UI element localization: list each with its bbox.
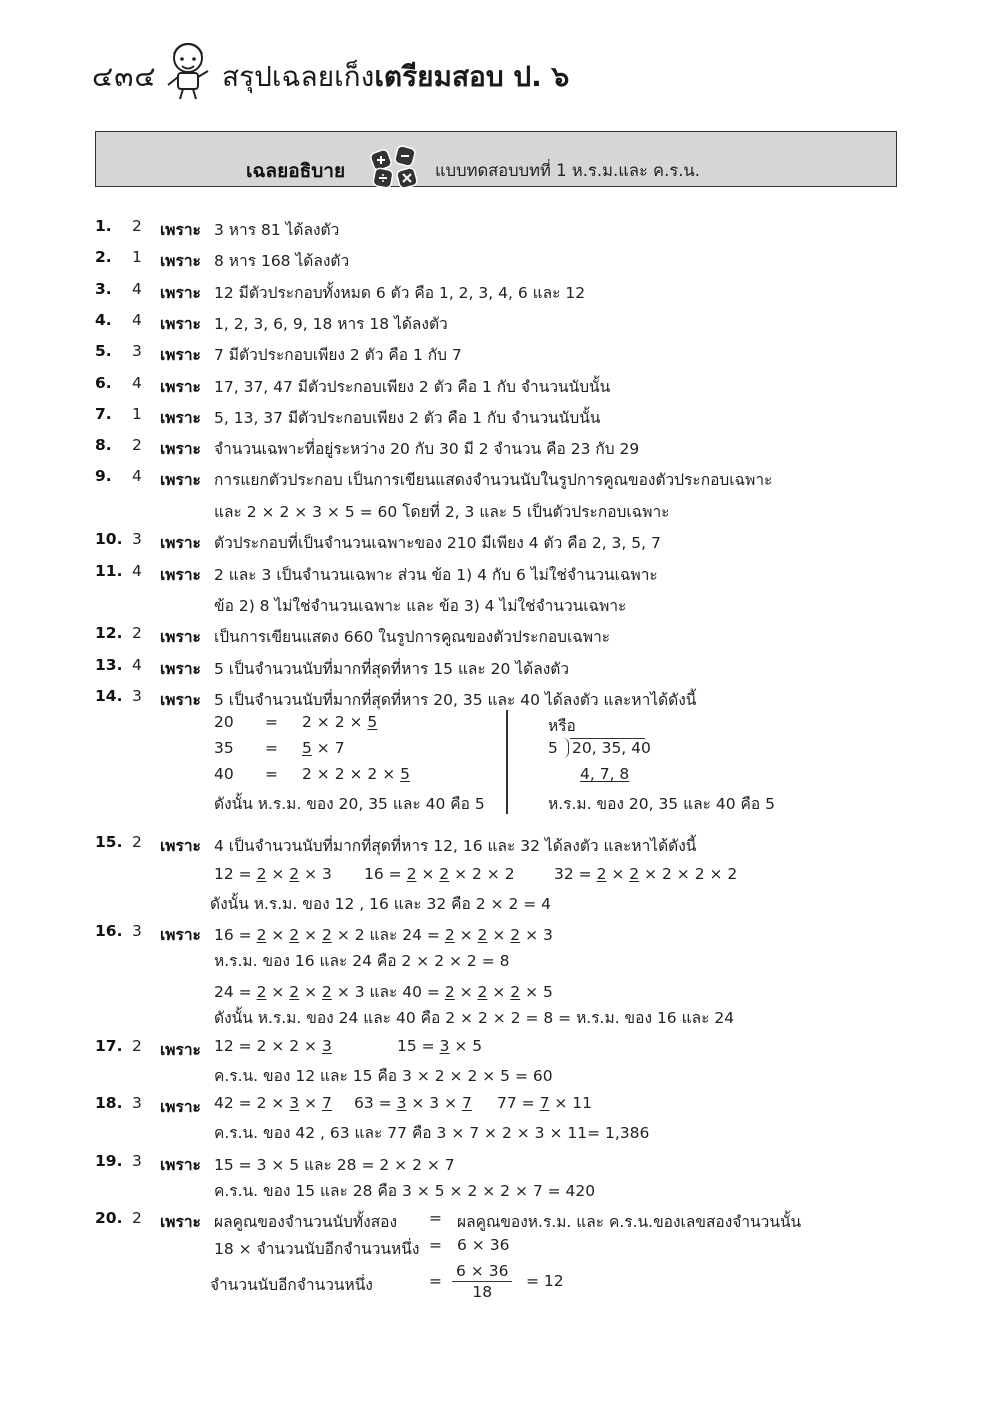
question-number: 2. — [95, 248, 112, 266]
answer-choice: 1 — [132, 248, 142, 266]
question-number: 17. — [95, 1037, 123, 1055]
because-keyword: เพราะ — [160, 346, 201, 364]
answer-choice: 4 — [132, 656, 142, 674]
q14-row1-factors: 2 × 2 × 5 — [302, 713, 378, 731]
book-title-bold: เตรียมสอบ ป. ๖ — [374, 60, 570, 93]
answer-choice: 3 — [132, 1152, 142, 1170]
q20-row3-equals: = — [429, 1272, 442, 1290]
math-operators-icon — [368, 145, 428, 189]
q20-row1-right: ผลคูณของห.ร.ม. และ ค.ร.น.ของเลขสองจำนวนนั้น — [457, 1213, 802, 1231]
explanation-text: 4 เป็นจำนวนนับที่มากที่สุดที่หาร 12, 16 และ 32 ได้ลงตัว และหาได้ดังนี้ — [214, 837, 697, 855]
question-number: 6. — [95, 374, 112, 392]
q17-line2: ค.ร.น. ของ 12 และ 15 คือ 3 × 2 × 2 × 5 = 60 — [214, 1067, 553, 1085]
q20-row1-left: ผลคูณของจำนวนนับทั้งสอง — [214, 1213, 398, 1231]
question-number: 15. — [95, 833, 123, 851]
answer-choice: 1 — [132, 405, 142, 423]
question-number: 19. — [95, 1152, 123, 1170]
explanation-text-line2: ข้อ 2) 8 ไม่ใช่จำนวนเฉพาะ และ ข้อ 3) 4 ไม่ใช่จำนวนเฉพาะ — [214, 597, 627, 615]
q20-row3-left: จำนวนนับอีกจำนวนหนึ่ง — [210, 1276, 373, 1294]
explanation-text: 5 เป็นจำนวนนับที่มากที่สุดที่หาร 20, 35 และ 40 ได้ลงตัว และหาได้ดังนี้ — [214, 691, 697, 709]
explanation-text: 5, 13, 37 มีตัวประกอบเพียง 2 ตัว คือ 1 กับ จำนวนนับนั้น — [214, 409, 601, 427]
because-keyword: เพราะ — [160, 409, 201, 427]
because-keyword: เพราะ — [160, 534, 201, 552]
q19-line2: ค.ร.น. ของ 15 และ 28 คือ 3 × 5 × 2 × 2 × 7 = 420 — [214, 1182, 596, 1200]
because-keyword: เพราะ — [160, 471, 201, 489]
explanation-text: 5 เป็นจำนวนนับที่มากที่สุดที่หาร 15 และ 20 ได้ลงตัว — [214, 660, 570, 678]
q15-conclusion: ดังนั้น ห.ร.ม. ของ 12 , 16 และ 32 คือ 2 × 2 = 4 — [210, 895, 552, 913]
explanation-text: 7 มีตัวประกอบเพียง 2 ตัว คือ 1 กับ 7 — [214, 346, 462, 364]
question-number: 12. — [95, 624, 123, 642]
answer-choice: 2 — [132, 217, 142, 235]
because-keyword: เพราะ — [160, 252, 201, 270]
question-number: 16. — [95, 922, 123, 940]
because-keyword: เพราะ — [160, 628, 201, 646]
q18-factor-63: 63 = 3 × 3 × 7 — [354, 1094, 472, 1112]
explanation-text: เป็นการเขียนแสดง 660 ในรูปการคูณของตัวประกอบเฉพาะ — [214, 628, 611, 646]
explanation-text: 8 หาร 168 ได้ลงตัว — [214, 252, 350, 270]
because-keyword: เพราะ — [160, 691, 201, 709]
because-keyword: เพราะ — [160, 1098, 201, 1116]
q20-row1-equals: = — [429, 1209, 442, 1227]
question-number: 10. — [95, 530, 123, 548]
q20-row2-right: 6 × 36 — [457, 1236, 510, 1254]
q15-factor-12: 12 = 2 × 2 × 3 — [214, 865, 332, 883]
banner-label: เฉลยอธิบาย — [246, 160, 346, 182]
question-number: 13. — [95, 656, 123, 674]
q14-conclusion: ดังนั้น ห.ร.ม. ของ 20, 35 และ 40 คือ 5 — [214, 795, 485, 813]
because-keyword: เพราะ — [160, 284, 201, 302]
q18-factor-42: 42 = 2 × 3 × 7 — [214, 1094, 332, 1112]
q14-row3-equals: = — [265, 765, 278, 783]
because-keyword: เพราะ — [160, 315, 201, 333]
q14-row3-number: 40 — [214, 765, 234, 783]
question-number: 20. — [95, 1209, 123, 1227]
question-number: 8. — [95, 436, 112, 454]
q17-factor-12: 12 = 2 × 2 × 3 — [214, 1037, 332, 1055]
answer-choice: 4 — [132, 374, 142, 392]
q14-row2-equals: = — [265, 739, 278, 757]
q14-dividend: 20, 35, 40 — [572, 739, 651, 757]
because-keyword: เพราะ — [160, 1156, 201, 1174]
q16-line1: 16 = 2 × 2 × 2 × 2 และ 24 = 2 × 2 × 2 × 3 — [214, 926, 553, 944]
q14-row3-factors: 2 × 2 × 2 × 5 — [302, 765, 410, 783]
q15-factor-16: 16 = 2 × 2 × 2 × 2 — [364, 865, 515, 883]
q18-line2: ค.ร.น. ของ 42 , 63 และ 77 คือ 3 × 7 × 2 × 3 × 11= 1,386 — [214, 1124, 650, 1142]
answer-choice: 3 — [132, 342, 142, 360]
question-number: 4. — [95, 311, 112, 329]
because-keyword: เพราะ — [160, 566, 201, 584]
answer-choice: 3 — [132, 922, 142, 940]
explanation-text: 2 และ 3 เป็นจำนวนเฉพาะ ส่วน ข้อ 1) 4 กับ 6 ไม่ใช่จำนวนเฉพาะ — [214, 566, 658, 584]
q14-row1-equals: = — [265, 713, 278, 731]
explanation-text: 3 หาร 81 ได้ลงตัว — [214, 221, 340, 239]
because-keyword: เพราะ — [160, 1041, 201, 1059]
q18-factor-77: 77 = 7 × 11 — [497, 1094, 593, 1112]
explanation-text: การแยกตัวประกอบ เป็นการเขียนแสดงจำนวนนับในรูปการคูณของตัวประกอบเฉพาะ — [214, 471, 773, 489]
because-keyword: เพราะ — [160, 1213, 201, 1231]
because-keyword: เพราะ — [160, 837, 201, 855]
book-title — [222, 55, 569, 99]
banner-subtitle: แบบทดสอบบทที่ 1 ห.ร.ม.และ ค.ร.น. — [435, 161, 700, 180]
q20-result: = 12 — [526, 1272, 564, 1290]
fraction-numerator: 6 × 36 — [452, 1262, 512, 1282]
answer-choice: 4 — [132, 280, 142, 298]
question-number: 14. — [95, 687, 123, 705]
explanation-text: 17, 37, 47 มีตัวประกอบเพียง 2 ตัว คือ 1 กับ จำนวนนับนั้น — [214, 378, 611, 396]
because-keyword: เพราะ — [160, 926, 201, 944]
q16-line3: 24 = 2 × 2 × 2 × 3 และ 40 = 2 × 2 × 2 × 5 — [214, 983, 553, 1001]
column-divider — [506, 710, 508, 814]
question-number: 18. — [95, 1094, 123, 1112]
answer-choice: 4 — [132, 467, 142, 485]
answer-choice: 2 — [132, 436, 142, 454]
answer-choice: 3 — [132, 530, 142, 548]
q15-factor-32: 32 = 2 × 2 × 2 × 2 × 2 — [554, 865, 738, 883]
q14-or-label: หรือ — [548, 717, 576, 735]
answer-choice: 2 — [132, 833, 142, 851]
because-keyword: เพราะ — [160, 221, 201, 239]
answer-choice: 2 — [132, 624, 142, 642]
q20-row2-equals: = — [429, 1236, 442, 1254]
division-bracket — [562, 738, 569, 758]
q16-line2: ห.ร.ม. ของ 16 และ 24 คือ 2 × 2 × 2 = 8 — [214, 952, 510, 970]
question-number: 5. — [95, 342, 112, 360]
book-title-regular: สรุปเฉลยเก็ง — [222, 60, 375, 93]
because-keyword: เพราะ — [160, 378, 201, 396]
because-keyword: เพราะ — [160, 440, 201, 458]
q20-fraction — [452, 1262, 512, 1301]
explanation-text: ตัวประกอบที่เป็นจำนวนเฉพาะของ 210 มีเพียง 4 ตัว คือ 2, 3, 5, 7 — [214, 534, 661, 552]
explanation-text: 1, 2, 3, 6, 9, 18 หาร 18 ได้ลงตัว — [214, 315, 448, 333]
answer-choice: 3 — [132, 1094, 142, 1112]
q14-row2-number: 35 — [214, 739, 234, 757]
question-number: 7. — [95, 405, 112, 423]
q14-row1-number: 20 — [214, 713, 234, 731]
question-number: 3. — [95, 280, 112, 298]
explanation-text: 12 มีตัวประกอบทั้งหมด 6 ตัว คือ 1, 2, 3, 4, 6 และ 12 — [214, 284, 586, 302]
q16-line4: ดังนั้น ห.ร.ม. ของ 24 และ 40 คือ 2 × 2 × 2 = 8 = ห.ร.ม. ของ 16 และ 24 — [214, 1009, 735, 1027]
page-number: ๔๓๔ — [92, 60, 157, 93]
answer-choice: 4 — [132, 562, 142, 580]
because-keyword: เพราะ — [160, 660, 201, 678]
q20-row2-left: 18 × จำนวนนับอีกจำนวนหนึ่ง — [214, 1240, 420, 1258]
q19-line1: 15 = 3 × 5 และ 28 = 2 × 2 × 7 — [214, 1156, 455, 1174]
q14-row2-factors: 5 × 7 — [302, 739, 345, 757]
q14-conclusion-alt: ห.ร.ม. ของ 20, 35 และ 40 คือ 5 — [548, 795, 775, 813]
answer-choice: 2 — [132, 1209, 142, 1227]
student-mascot-icon — [160, 40, 216, 102]
question-number: 9. — [95, 467, 112, 485]
question-number: 11. — [95, 562, 123, 580]
explanation-text-line2: และ 2 × 2 × 3 × 5 = 60 โดยที่ 2, 3 และ 5 เป็นตัวประกอบเฉพาะ — [214, 503, 670, 521]
fraction-denominator: 18 — [472, 1283, 493, 1301]
q14-quotient: 4, 7, 8 — [580, 765, 630, 783]
answer-choice: 2 — [132, 1037, 142, 1055]
q17-factor-15: 15 = 3 × 5 — [397, 1037, 483, 1055]
q14-divisor: 5 — [548, 739, 558, 757]
answer-choice: 4 — [132, 311, 142, 329]
question-number: 1. — [95, 217, 112, 235]
explanation-text: จำนวนเฉพาะที่อยู่ระหว่าง 20 กับ 30 มี 2 จำนวน คือ 23 กับ 29 — [214, 440, 640, 458]
answer-choice: 3 — [132, 687, 142, 705]
